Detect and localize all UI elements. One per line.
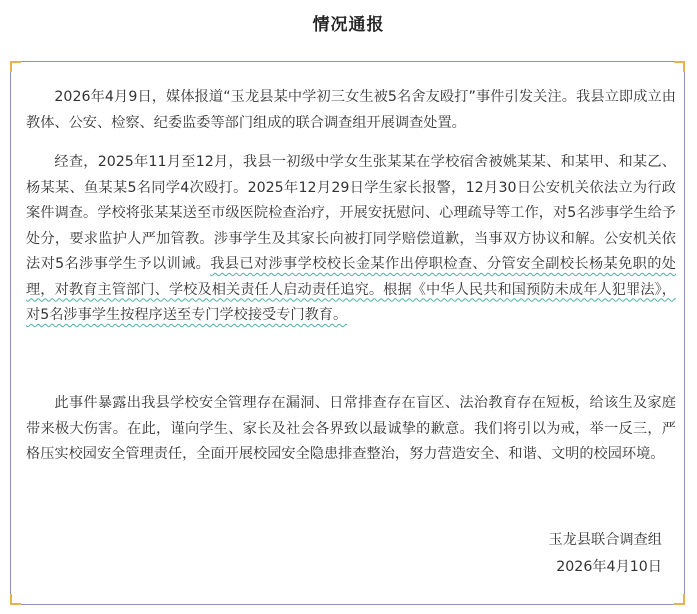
corner-decoration (674, 61, 685, 72)
highlighted-text: 我县已对涉事学校校长金某作出停职检查、分管安全副校长杨某免职的处理，对教育主管部门、学校及相关责任人启动责任追究。根据《中华人民共和国预防未成年人犯罪法》，对5名涉事学生按程序送至专门学校接受专门教育。 (26, 256, 676, 323)
paragraph-apology: 此事件暴露出我县学校安全管理存在漏洞、日常排查存在盲区、法治教育存在短板，给该生及家庭带来极大伤害。在此，谨向学生、家长及社会各界致以最诚挚的歉意。我们将引以为戒，举一反三，严格压实校园安全管理责任，全面开展校园安全隐患排查整治，努力营造安全、和谐、文明的校园环境。 (26, 395, 676, 462)
corner-decoration (674, 594, 685, 605)
page-title: 情况通报 (312, 15, 385, 35)
notice-box (10, 61, 685, 605)
paragraph-findings (26, 150, 676, 329)
corner-decoration (10, 594, 21, 605)
signature-org: 玉龙县联合调查组 (548, 532, 662, 548)
findings-text: 经查，2025年11月至12月，我县一初级中学女生张某某在学校宿舍被姚某某、和某甲、和某乙、杨某某、鱼某某5名同学4次殴打。2025年12月29日学生家长报警，12月30日公安机关依法立为行政案件调查。学校将张某某送至市级医院检查治疗，开展安抚慰问、心理疏导等工作，对5名涉事学生给予处分，要求监护人严加管教。涉事学生及其家长向被打同学赔偿道歉，当事双方协议和解。公安机关依法对5名涉事学生予以训诫。 (26, 154, 676, 272)
paragraph-intro: 2026年4月9日，媒体报道“玉龙县某中学初三女生被5名舍友殴打”事件引发关注。我县立即成立由教体、公安、检察、纪委监委等部门组成的联合调查组开展调查处置。 (26, 89, 676, 131)
corner-decoration (10, 61, 21, 72)
signature-date: 2026年4月10日 (556, 559, 662, 575)
